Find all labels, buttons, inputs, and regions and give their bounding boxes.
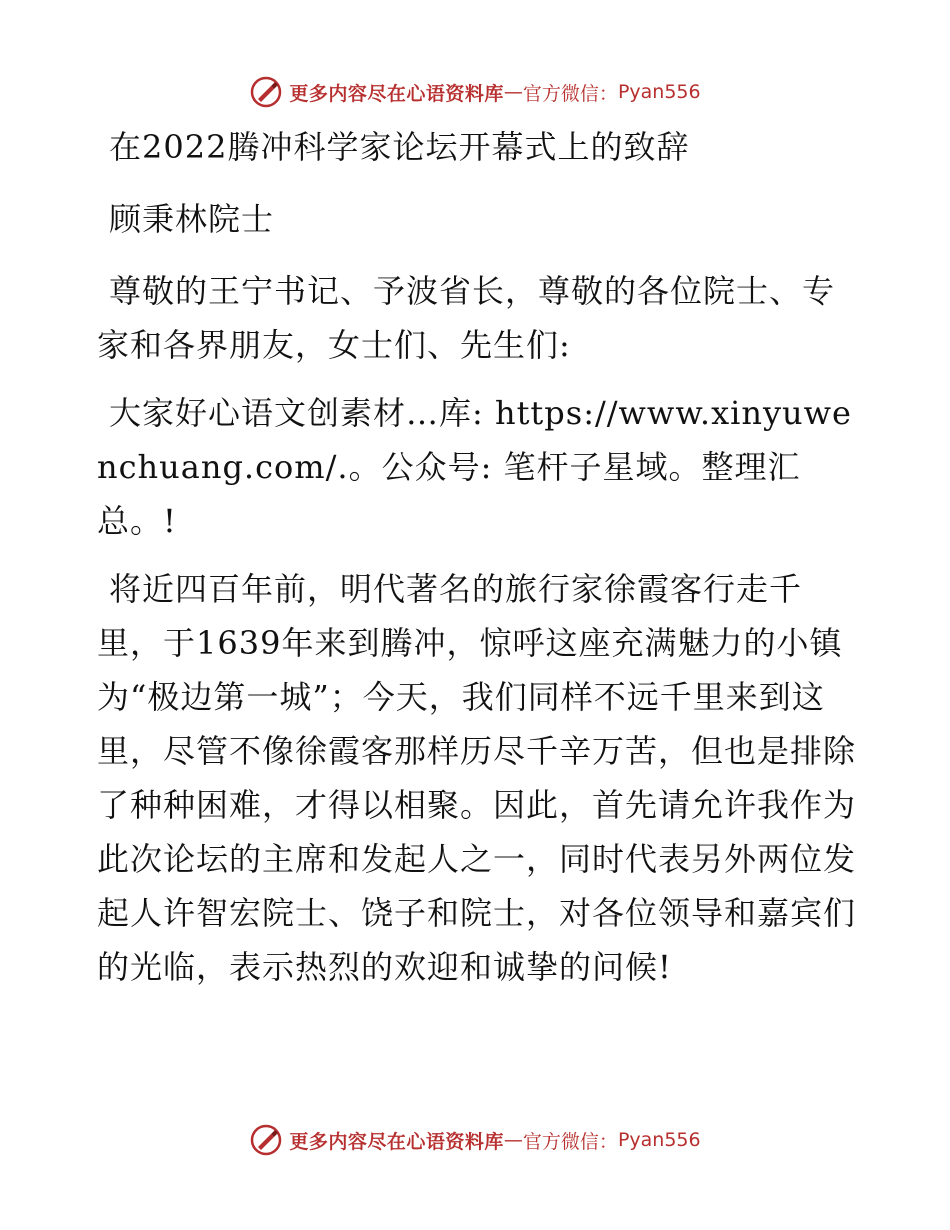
banner-dash: — xyxy=(503,1129,523,1151)
banner-dash: — xyxy=(503,81,523,103)
banner-wechat-id: Pyan556 xyxy=(617,81,701,103)
document-title: 在2022腾冲科学家论坛开幕式上的致辞 xyxy=(109,128,690,166)
pen-circle-logo-icon xyxy=(249,75,283,109)
banner-wechat-id: Pyan556 xyxy=(617,1129,701,1151)
ad-paragraph: 大家好心语文创素材…库: https://www.xinyuwenchuang.com/.。公众号: 笔杆子星域。整理汇总。! xyxy=(97,394,852,540)
banner-sub-text: 官方微信： xyxy=(522,1130,618,1153)
document-body xyxy=(97,120,857,994)
greeting-paragraph: 尊敬的王宁书记、予波省长，尊敬的各位院士、专家和各界朋友，女士们、先生们: xyxy=(97,272,836,364)
banner-main-text: 更多内容尽在心语资料库 xyxy=(289,1130,504,1153)
header-banner xyxy=(0,72,950,112)
pen-circle-logo-icon xyxy=(249,1123,283,1157)
banner-sub-text: 官方微信： xyxy=(522,82,618,105)
document-author: 顾秉林院士 xyxy=(109,200,275,238)
footer-banner xyxy=(0,1120,950,1160)
body-paragraph: 将近四百年前，明代著名的旅行家徐霞客行走千里，于1639年来到腾冲，惊呼这座充满魅力的小镇为“极边第一城”；今天，我们同样不远千里来到这里，尽管不像徐霞客那样历尽千辛万苦，但也是排除了种种困难，才得以相聚。因此，首先请允许我作为此次论坛的主席和发起人之一，同时代表另外两位发起人许智宏院士、饶子和院士，对各位领导和嘉宾们的光临，表示热烈的欢迎和诚挚的问候! xyxy=(97,570,857,986)
banner-main-text: 更多内容尽在心语资料库 xyxy=(289,82,504,105)
